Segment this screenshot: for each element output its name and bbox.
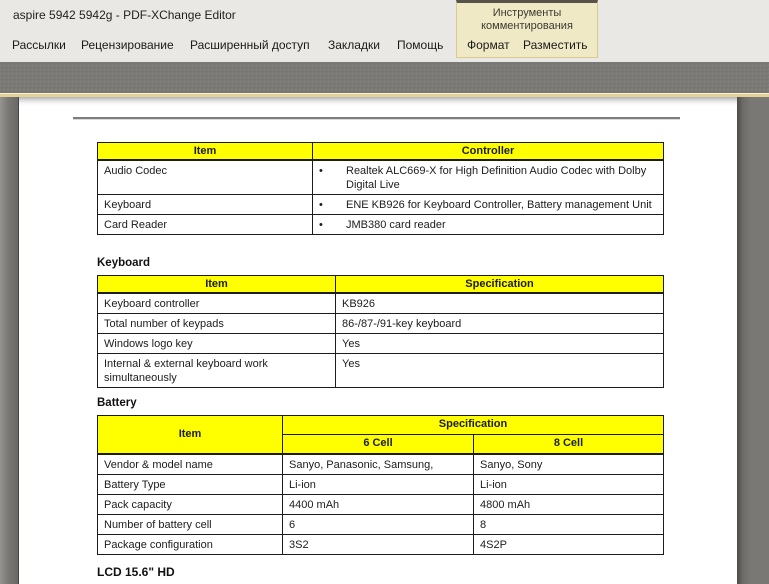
column-subheader: 6 Cell [283, 435, 474, 454]
menu-item-format[interactable]: Формат [467, 38, 510, 52]
menu-item-bookmarks[interactable]: Закладки [328, 38, 380, 52]
spec-cell [313, 160, 664, 195]
column-header: Item [98, 143, 313, 161]
item-cell: Keyboard controller [98, 293, 336, 314]
spec-cell: 4800 mAh [474, 494, 664, 514]
item-cell: Internal & external keyboard work simultaneously [98, 354, 336, 388]
column-header: Item [98, 276, 336, 294]
spec-cell: Li-ion [474, 474, 664, 494]
bullet-glyph: • [319, 219, 323, 231]
table-row [98, 354, 664, 388]
spec-cell: 8 [474, 514, 664, 534]
comment-tools-label-line1: Инструменты [492, 7, 562, 19]
battery-table [97, 415, 664, 555]
spec-cell: Sanyo, Panasonic, Samsung, [283, 454, 474, 475]
window-title: aspire 5942 5942g - PDF-XChange Editor [13, 8, 236, 22]
controller-table [97, 142, 664, 235]
table-row [98, 314, 664, 334]
table-row [98, 215, 664, 235]
section-heading-battery: Battery [97, 397, 137, 409]
menu-bar [0, 30, 769, 62]
spec-cell: 4S2P [474, 534, 664, 554]
page-header-rule [73, 117, 680, 120]
table-row [98, 494, 664, 514]
pdf-page [19, 97, 737, 584]
item-cell: Keyboard [98, 195, 313, 215]
spec-text: ENE KB926 for Keyboard Controller, Battery management Unit [346, 199, 652, 211]
keyboard-table [97, 275, 664, 388]
spec-cell: Yes [336, 334, 664, 354]
bullet-glyph: • [319, 199, 323, 211]
spec-cell: Yes [336, 354, 664, 388]
table-row [98, 293, 664, 314]
table-row [98, 514, 664, 534]
spec-cell: Sanyo, Sony [474, 454, 664, 475]
column-header: Item [98, 416, 283, 454]
spec-cell [313, 195, 664, 215]
spec-text: JMB380 card reader [346, 219, 446, 231]
ribbon-band [0, 62, 769, 93]
item-cell: Card Reader [98, 215, 313, 235]
workspace-right-margin [737, 97, 769, 584]
table-row [98, 195, 664, 215]
spec-cell [313, 215, 664, 235]
document-workspace [0, 97, 769, 584]
section-heading-keyboard: Keyboard [97, 257, 151, 269]
menu-item-review[interactable]: Рецензирование [81, 38, 174, 52]
menu-item-help[interactable]: Помощь [397, 38, 444, 52]
spec-cell: Li-ion [283, 474, 474, 494]
table-row [98, 474, 664, 494]
window-titlebar [0, 0, 769, 30]
spec-cell: 86-/87-/91-key keyboard [336, 314, 664, 334]
spec-cell: 6 [283, 514, 474, 534]
item-cell: Number of battery cell [98, 514, 283, 534]
item-cell: Pack capacity [98, 494, 283, 514]
item-cell: Battery Type [98, 474, 283, 494]
item-cell: Vendor & model name [98, 454, 283, 475]
menu-item-accessibility[interactable]: Расширенный доступ [190, 38, 310, 52]
workspace-left-margin [0, 97, 19, 584]
column-header: Specification [336, 276, 664, 294]
comment-tools-label-line2: комментирования [481, 20, 573, 32]
item-cell: Windows logo key [98, 334, 336, 354]
bullet-glyph: • [319, 165, 323, 177]
column-subheader: 8 Cell [474, 435, 664, 454]
spec-text: Realtek ALC669-X for High Definition Audio Codec with Dolby Digital Live [346, 165, 647, 191]
table-row [98, 334, 664, 354]
spec-cell: 3S2 [283, 534, 474, 554]
section-heading-lcd: LCD 15.6" HD [97, 565, 175, 579]
column-header-group: Specification [283, 416, 664, 435]
spec-cell: 4400 mAh [283, 494, 474, 514]
menu-item-arrange[interactable]: Разместить [523, 38, 588, 52]
item-cell: Audio Codec [98, 160, 313, 195]
item-cell: Total number of keypads [98, 314, 336, 334]
column-header: Controller [313, 143, 664, 161]
spec-cell: KB926 [336, 293, 664, 314]
table-row [98, 534, 664, 554]
table-row [98, 160, 664, 195]
item-cell: Package configuration [98, 534, 283, 554]
table-row [98, 454, 664, 475]
menu-item-mailings[interactable]: Рассылки [12, 38, 66, 52]
